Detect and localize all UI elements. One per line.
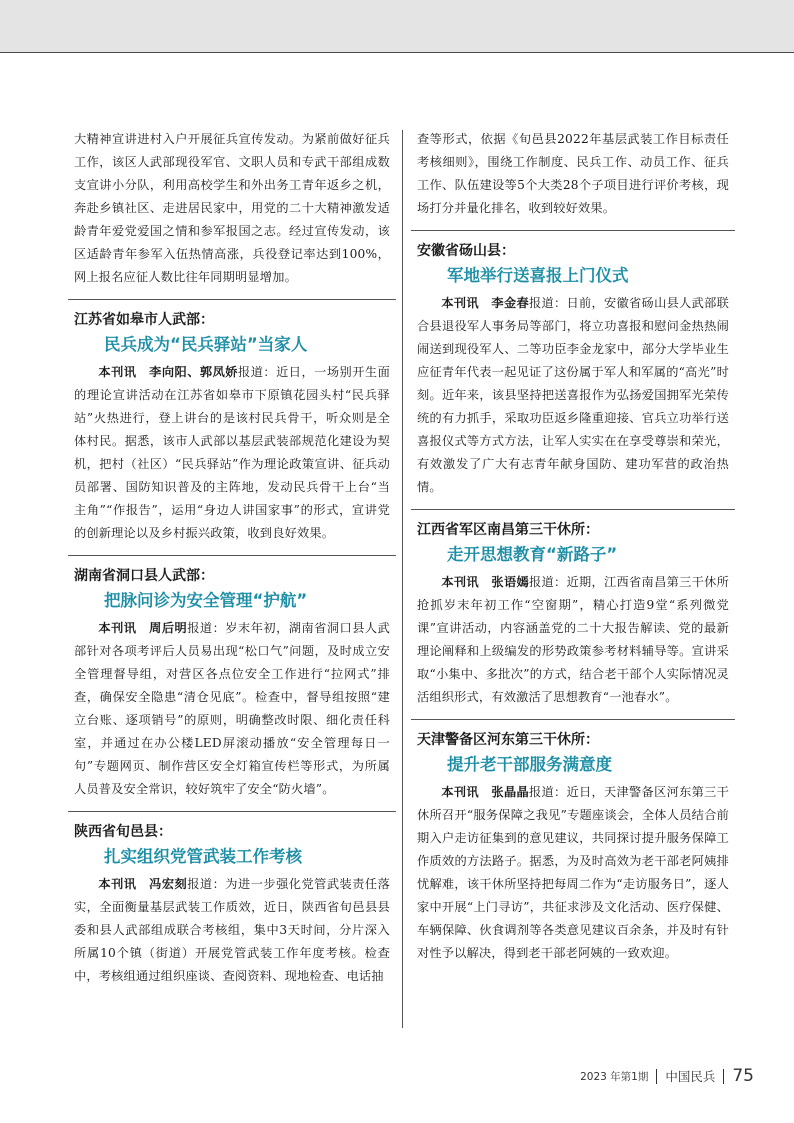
footer-separator xyxy=(656,1069,657,1084)
news-item xyxy=(417,729,729,965)
news-region: 江西省军区南昌第三干休所： xyxy=(417,522,599,538)
magazine-name: 中国民兵 xyxy=(665,1069,716,1084)
section-divider xyxy=(74,545,390,565)
news-region: 江苏省如皋市人武部： xyxy=(74,312,214,328)
news-item xyxy=(417,240,729,499)
page-footer xyxy=(580,1064,754,1088)
news-region: 湖南省洞口县人武部： xyxy=(74,568,214,584)
news-text: 报道：近日，天津警备区河东第三干休所召开“服务保障之我见”专题座谈会，全体人员结合前期入户走访征集到的意见建议，共同探讨提升服务保障工作质效的方法路子。据悉，为及时高效为老干部老阿姨排忧解难，该干休所坚持把每周二作为“走访服务日”，逐人家中开展“上门寻访”，共征求涉及文化活动、医疗保健、车辆保障、伙食调剂等各类意见建议百余条，并及时有针对性予以解决，得到老干部老阿姨的一致欢迎。 xyxy=(417,785,730,960)
news-region: 天津警备区河东第三干休所： xyxy=(417,732,599,748)
section-divider xyxy=(417,220,729,240)
news-text: 报道：岁末年初，湖南省洞口县人武部针对各项考评后人员易出现“松口气”问题，及时成立安全管理督导组，对营区各点位安全工作进行“拉网式”排查，确保安全隐患“清仓见底”。检查中，督导组按照“建立台账、逐项销号”的原则，明确整改时限、细化责任科室，并通过在办公楼LED屏滚动播放“安全管理每日一句”专题网页、制作营区安全灯箱宣传栏等形式，为所属人员普及安全常识，较好筑牢了安全“防火墙”。 xyxy=(74,621,390,796)
news-body xyxy=(417,292,729,499)
news-body xyxy=(74,617,390,801)
news-body xyxy=(74,361,390,545)
section-divider xyxy=(417,499,729,519)
page-number: 75 xyxy=(732,1066,754,1086)
continued-text: 大精神宣讲进村入户开展征兵宣传发动。为紧前做好征兵工作，该区人武部现役军官、文职人员和专武干部组成数支宣讲小分队，利用高校学生和外出务工青年返乡之机，奔赴乡镇社区、走进居民家中，用党的二十大精神激发适龄青年爱党爱国之情和参军报国之志。经过宣传发动，该区适龄青年参军入伍热情高涨，兵役登记率达到100%，网上报名应征人数比往年同期明显增加。 xyxy=(74,132,390,284)
left-column xyxy=(74,128,390,988)
news-body xyxy=(417,781,729,965)
news-text: 报道：为进一步强化党管武装责任落实，全面衡量基层武装工作质效，近日，陕西省旬邑县县委和县人武部组成联合考核组，集中3天时间，分片深入所属10个镇（街道）开展党管武装工作年度考核。检查中，考核组通过组织座谈、查阅资料、现地检查、电话抽 xyxy=(74,877,390,983)
continued-text: 查等形式，依据《旬邑县2022年基层武装工作目标责任考核细则》，围绕工作制度、民兵工作、动员工作、征兵工作、队伍建设等5个大类28个子项目进行评价考核，现场打分并量化排名，收到较好效果。 xyxy=(417,132,729,215)
news-headline: 民兵成为“民兵驿站”当家人 xyxy=(104,335,308,354)
byline: 本刊讯 张语嫣 xyxy=(441,575,529,589)
right-column xyxy=(417,128,729,965)
news-headline: 军地举行送喜报上门仪式 xyxy=(447,266,629,285)
news-headline: 走开思想教育“新路子” xyxy=(447,545,618,564)
news-text: 报道：近期，江西省南昌第三干休所抢抓岁末年初工作“空窗期”，精心打造9堂“系列微党课”宣讲活动，内容涵盖党的二十大报告解读、党的最新理论阐释和上级编发的形势政策参考材料辅导等。宣讲采取“小集中、多批次”的方式，结合老干部个人实际情况灵活组织形式，有效激活了思想教育“一池春水”。 xyxy=(417,575,730,704)
column-rule xyxy=(402,130,403,1028)
byline: 本刊讯 冯宏刻 xyxy=(98,877,188,891)
news-text: 报道：近日，一场别开生面的理论宣讲活动在江苏省如皋市下原镇花园头村“民兵驿站”火热进行，登上讲台的是该村民兵骨干，听众则是全体村民。据悉，该市人武部以基层武装部规范化建设为契机，把村（社区）“民兵驿站”作为理论政策宣讲、征兵动员部署、国防知识普及的主阵地，发动民兵骨干上台“当主角”“作报告”，运用“身边人讲国家事”的形式，宣讲党的创新理论以及乡村振兴政策，收到良好效果。 xyxy=(74,365,390,540)
footer-separator xyxy=(723,1069,724,1084)
byline: 本刊讯 李金春 xyxy=(441,296,529,310)
byline: 本刊讯 张晶晶 xyxy=(441,785,529,799)
news-item xyxy=(74,565,390,801)
news-headline: 把脉问诊为安全管理“护航” xyxy=(104,591,308,610)
section-divider xyxy=(417,709,729,729)
news-headline: 提升老干部服务满意度 xyxy=(447,755,612,774)
news-item xyxy=(417,519,729,709)
news-item xyxy=(74,309,390,545)
news-item xyxy=(74,821,390,988)
news-region: 陕西省旬邑县： xyxy=(74,824,172,840)
byline: 本刊讯 李向阳、郭凤娇 xyxy=(98,365,238,379)
news-region: 安徽省砀山县： xyxy=(417,243,515,259)
section-divider xyxy=(74,801,390,821)
header-rule xyxy=(0,52,794,53)
byline: 本刊讯 周后明 xyxy=(98,621,188,635)
news-text: 报道：日前，安徽省砀山县人武部联合县退役军人事务局等部门，将立功喜报和慰问金热热闹闹送到现役军人、二等功臣李金龙家中，部分大学毕业生应征青年代表一起见证了这份属于军人和军属的“高光”时刻。近年来，该县坚持把送喜报作为弘扬爱国拥军光荣传统的有力抓手，采取功臣返乡隆重迎接、官兵立功举行送喜报仪式等方式方法，让军人实实在在享受尊崇和荣光，有效激发了广大有志青年献身国防、建功军营的政治热情。 xyxy=(417,296,730,494)
header-band xyxy=(0,0,794,52)
news-headline: 扎实组织党管武装工作考核 xyxy=(104,847,302,866)
news-body xyxy=(74,873,390,988)
issue-label: 2023 年第1期 xyxy=(580,1070,649,1083)
news-body xyxy=(417,571,729,709)
section-divider xyxy=(74,289,390,309)
